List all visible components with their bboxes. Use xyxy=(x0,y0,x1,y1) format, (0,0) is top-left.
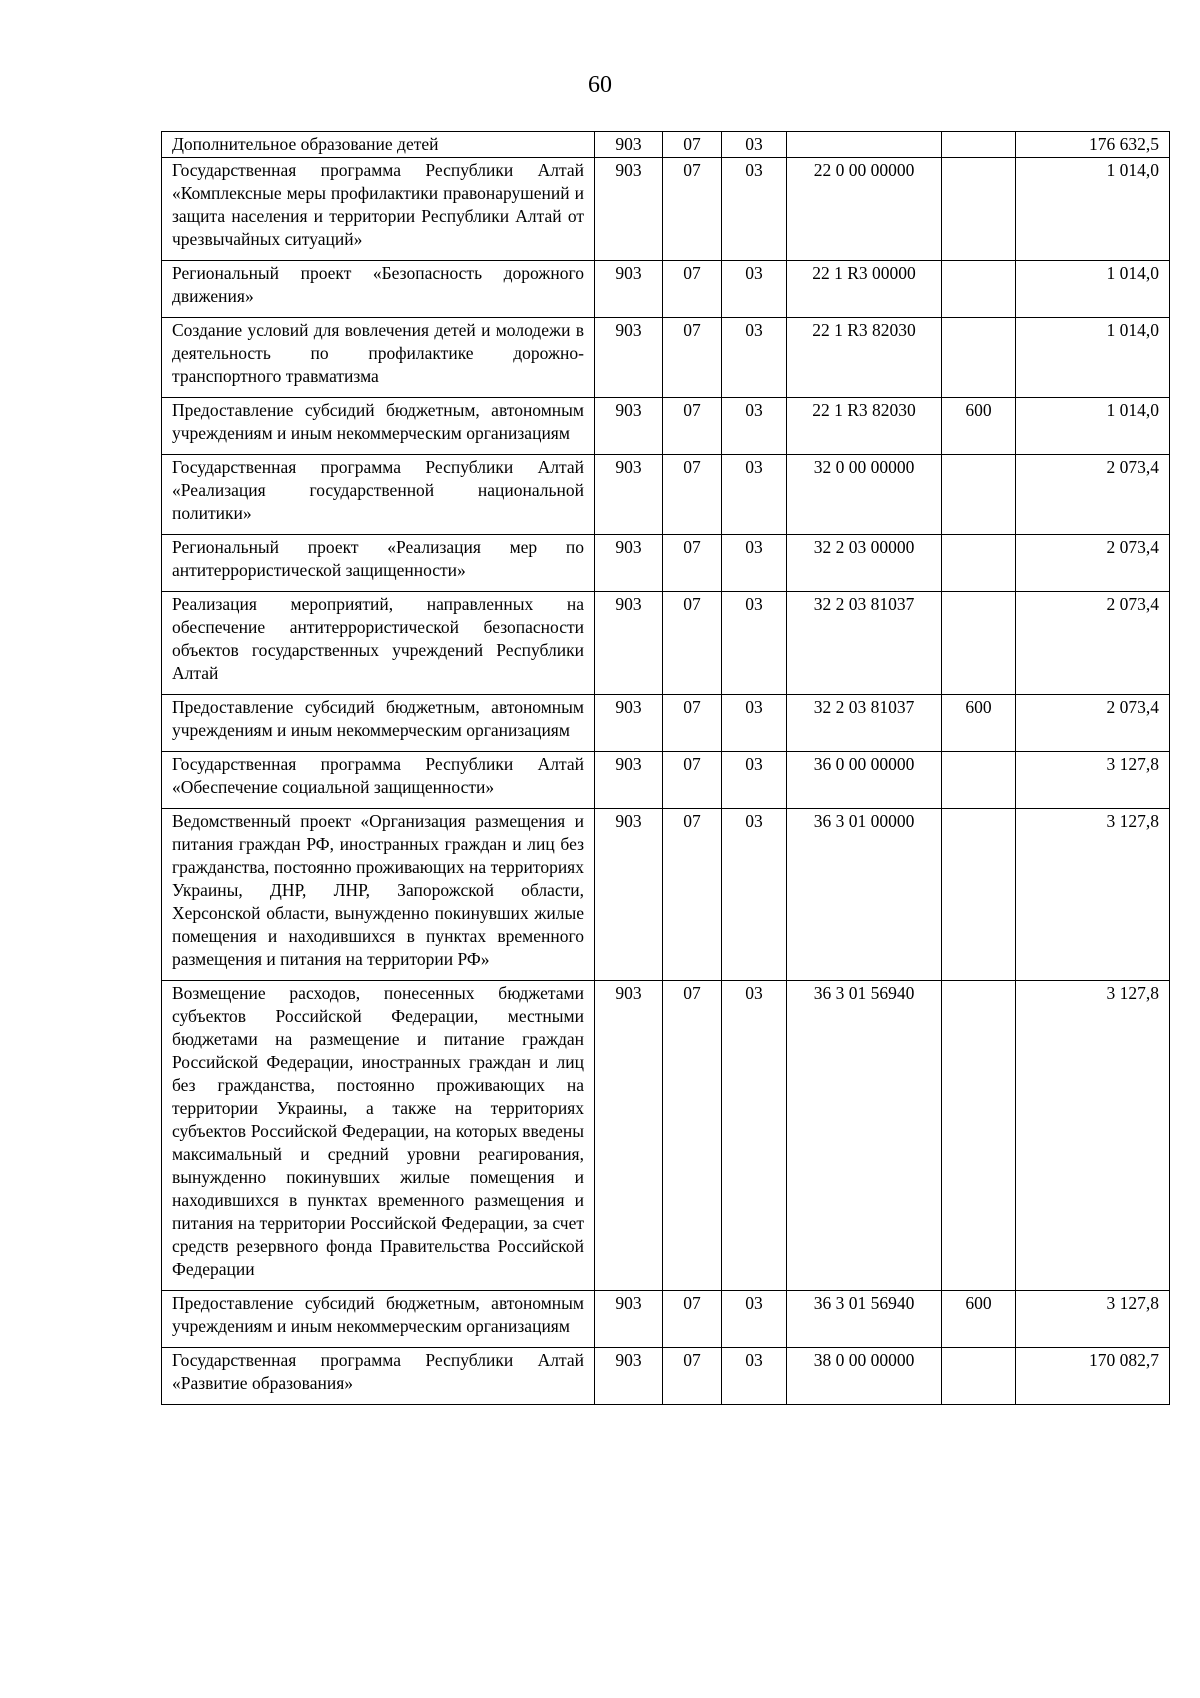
table-row xyxy=(162,158,1170,261)
row-section: 07 xyxy=(663,809,722,981)
row-subsection: 03 xyxy=(722,1348,787,1405)
row-section: 07 xyxy=(663,318,722,398)
row-grbs: 903 xyxy=(595,535,663,592)
budget-table xyxy=(161,131,1170,1405)
row-expense-type: 600 xyxy=(942,398,1016,455)
row-amount: 1 014,0 xyxy=(1016,261,1170,318)
row-name: Региональный проект «Реализация мер по антитеррористической защищенности» xyxy=(162,535,595,592)
row-section: 07 xyxy=(663,158,722,261)
row-expense-type xyxy=(942,535,1016,592)
row-section: 07 xyxy=(663,132,722,158)
row-grbs: 903 xyxy=(595,1291,663,1348)
row-name: Государственная программа Республики Алтай «Комплексные меры профилактики правонарушений и защита населения и территории Республики Алтай от чрезвычайных ситуаций» xyxy=(162,158,595,261)
row-amount: 1 014,0 xyxy=(1016,398,1170,455)
budget-table-body xyxy=(162,132,1170,1405)
row-subsection: 03 xyxy=(722,809,787,981)
row-amount: 2 073,4 xyxy=(1016,592,1170,695)
row-target-article: 36 3 01 00000 xyxy=(787,809,942,981)
row-name: Государственная программа Республики Алтай «Развитие образования» xyxy=(162,1348,595,1405)
row-expense-type xyxy=(942,592,1016,695)
table-row xyxy=(162,455,1170,535)
row-name: Региональный проект «Безопасность дорожного движения» xyxy=(162,261,595,318)
table-row xyxy=(162,981,1170,1291)
row-section: 07 xyxy=(663,592,722,695)
row-target-article: 22 0 00 00000 xyxy=(787,158,942,261)
row-amount: 1 014,0 xyxy=(1016,158,1170,261)
row-expense-type xyxy=(942,752,1016,809)
row-name: Государственная программа Республики Алтай «Реализация государственной национальной политики» xyxy=(162,455,595,535)
row-target-article: 38 0 00 00000 xyxy=(787,1348,942,1405)
row-subsection: 03 xyxy=(722,158,787,261)
row-target-article: 36 3 01 56940 xyxy=(787,981,942,1291)
row-section: 07 xyxy=(663,695,722,752)
row-subsection: 03 xyxy=(722,1291,787,1348)
row-grbs: 903 xyxy=(595,981,663,1291)
row-expense-type: 600 xyxy=(942,695,1016,752)
row-expense-type xyxy=(942,318,1016,398)
row-target-article: 36 0 00 00000 xyxy=(787,752,942,809)
row-name: Ведомственный проект «Организация размещения и питания граждан РФ, иностранных граждан и лиц без гражданства, постоянно проживающих на территориях Украины, ДНР, ЛНР, Запорожской области, Херсонской области, вынужденно покинувших жилые помещения и находившихся в пунктах временного размещения и питания на территории РФ» xyxy=(162,809,595,981)
row-expense-type: 600 xyxy=(942,1291,1016,1348)
row-section: 07 xyxy=(663,398,722,455)
row-expense-type xyxy=(942,809,1016,981)
table-row xyxy=(162,1291,1170,1348)
row-subsection: 03 xyxy=(722,535,787,592)
row-grbs: 903 xyxy=(595,1348,663,1405)
row-subsection: 03 xyxy=(722,132,787,158)
row-amount: 176 632,5 xyxy=(1016,132,1170,158)
row-name: Предоставление субсидий бюджетным, автономным учреждениям и иным некоммерческим организациям xyxy=(162,1291,595,1348)
row-amount: 2 073,4 xyxy=(1016,535,1170,592)
row-section: 07 xyxy=(663,752,722,809)
row-subsection: 03 xyxy=(722,318,787,398)
row-amount: 2 073,4 xyxy=(1016,455,1170,535)
row-name: Государственная программа Республики Алтай «Обеспечение социальной защищенности» xyxy=(162,752,595,809)
table-row xyxy=(162,752,1170,809)
table-row xyxy=(162,261,1170,318)
row-subsection: 03 xyxy=(722,398,787,455)
table-row xyxy=(162,809,1170,981)
row-amount: 1 014,0 xyxy=(1016,318,1170,398)
row-amount: 170 082,7 xyxy=(1016,1348,1170,1405)
row-grbs: 903 xyxy=(595,261,663,318)
row-grbs: 903 xyxy=(595,455,663,535)
row-expense-type xyxy=(942,132,1016,158)
row-target-article: 36 3 01 56940 xyxy=(787,1291,942,1348)
row-subsection: 03 xyxy=(722,752,787,809)
row-grbs: 903 xyxy=(595,158,663,261)
row-expense-type xyxy=(942,1348,1016,1405)
row-grbs: 903 xyxy=(595,318,663,398)
row-name: Предоставление субсидий бюджетным, автономным учреждениям и иным некоммерческим организациям xyxy=(162,695,595,752)
row-grbs: 903 xyxy=(595,592,663,695)
row-target-article: 22 1 R3 82030 xyxy=(787,318,942,398)
row-subsection: 03 xyxy=(722,695,787,752)
row-section: 07 xyxy=(663,261,722,318)
row-amount: 3 127,8 xyxy=(1016,981,1170,1291)
row-target-article: 32 2 03 00000 xyxy=(787,535,942,592)
table-row xyxy=(162,695,1170,752)
row-target-article: 22 1 R3 00000 xyxy=(787,261,942,318)
table-row xyxy=(162,535,1170,592)
row-section: 07 xyxy=(663,1291,722,1348)
row-expense-type xyxy=(942,158,1016,261)
row-grbs: 903 xyxy=(595,695,663,752)
row-section: 07 xyxy=(663,1348,722,1405)
row-grbs: 903 xyxy=(595,132,663,158)
row-expense-type xyxy=(942,261,1016,318)
row-grbs: 903 xyxy=(595,809,663,981)
row-amount: 3 127,8 xyxy=(1016,752,1170,809)
row-target-article: 22 1 R3 82030 xyxy=(787,398,942,455)
row-amount: 3 127,8 xyxy=(1016,809,1170,981)
row-name: Реализация мероприятий, направленных на обеспечение антитеррористической безопасности объектов государственных учреждений Республики Алтай xyxy=(162,592,595,695)
row-name: Дополнительное образование детей xyxy=(162,132,595,158)
row-target-article: 32 2 03 81037 xyxy=(787,592,942,695)
row-amount: 2 073,4 xyxy=(1016,695,1170,752)
page-number: 60 xyxy=(588,72,612,98)
row-grbs: 903 xyxy=(595,752,663,809)
row-name: Возмещение расходов, понесенных бюджетами субъектов Российской Федерации, местными бюджетами на размещение и питание граждан Российской Федерации, иностранных граждан и лиц без гражданства, постоянно проживающих на территории Украины, а также на территориях субъектов Российской Федерации, на которых введены максимальный и средний уровни реагирования, вынужденно покинувших жилые помещения и находившихся в пунктах временного размещения и питания на территории Российской Федерации, за счет средств резервного фонда Правительства Российской Федерации xyxy=(162,981,595,1291)
row-grbs: 903 xyxy=(595,398,663,455)
table-row xyxy=(162,318,1170,398)
row-subsection: 03 xyxy=(722,592,787,695)
row-name: Создание условий для вовлечения детей и молодежи в деятельность по профилактике дорожно-транспортного травматизма xyxy=(162,318,595,398)
row-section: 07 xyxy=(663,981,722,1291)
row-target-article: 32 0 00 00000 xyxy=(787,455,942,535)
row-section: 07 xyxy=(663,535,722,592)
row-subsection: 03 xyxy=(722,261,787,318)
row-subsection: 03 xyxy=(722,981,787,1291)
row-amount: 3 127,8 xyxy=(1016,1291,1170,1348)
row-subsection: 03 xyxy=(722,455,787,535)
row-target-article: 32 2 03 81037 xyxy=(787,695,942,752)
table-row xyxy=(162,132,1170,158)
row-expense-type xyxy=(942,981,1016,1291)
table-row xyxy=(162,398,1170,455)
table-row xyxy=(162,592,1170,695)
row-target-article xyxy=(787,132,942,158)
row-section: 07 xyxy=(663,455,722,535)
table-row xyxy=(162,1348,1170,1405)
row-expense-type xyxy=(942,455,1016,535)
row-name: Предоставление субсидий бюджетным, автономным учреждениям и иным некоммерческим организациям xyxy=(162,398,595,455)
